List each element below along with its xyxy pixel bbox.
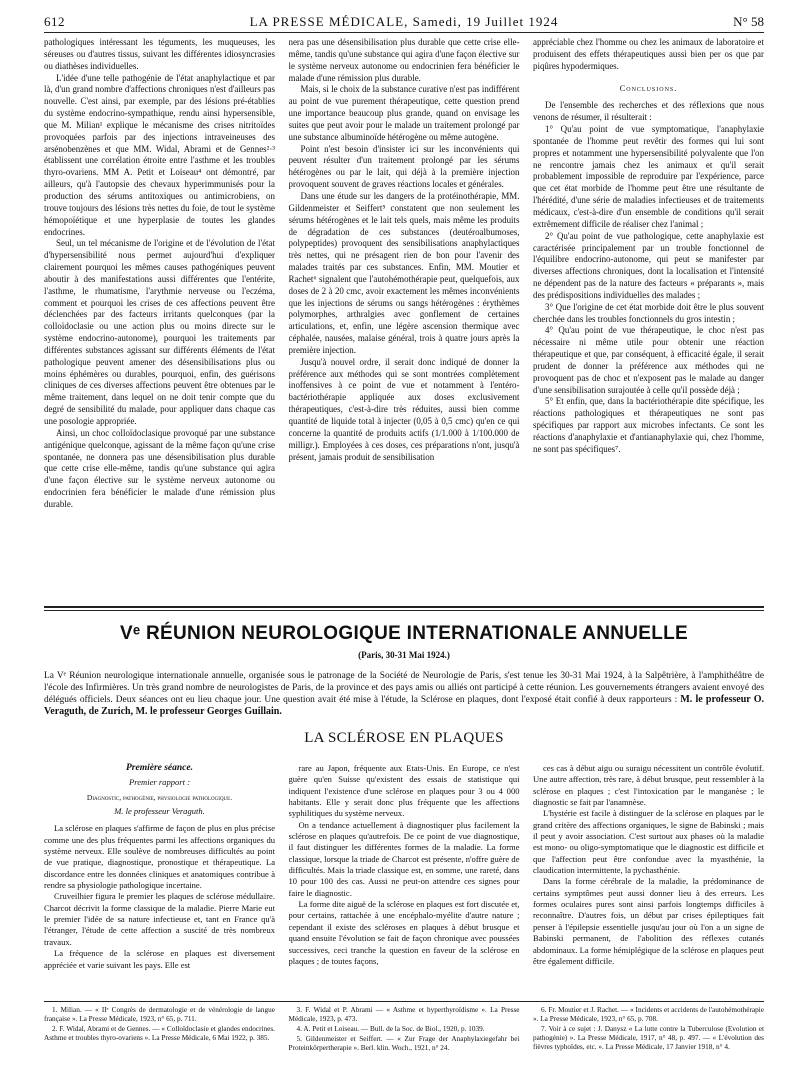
paragraph: nera pas une désensibilisation plus durable que cette crise elle-même, tandis qu'une substance qui agira d'une façon élective sur le système nerveux autonome ou endocrinien fera bénéficier le malade d'une rémission plus durable. bbox=[288, 37, 520, 83]
meeting-date: (Paris, 30-31 Mai 1924.) bbox=[358, 650, 450, 660]
footnote: 4. A. Petit et Loiseau. — Bull. de la Soc. de Biol., 1920, p. 1039. bbox=[296, 1025, 485, 1034]
article-subtitle: LA SCLÉROSE EN PLAQUES bbox=[304, 730, 504, 746]
footnote: 1. Milian. — « IIᵉ Congrès de dermatologie et de vénérologie de langue française ». La Presse Médicale, 1923, n° 65, p. 711. bbox=[44, 1006, 275, 1024]
rapport-category: Diagnostic, pathogénie, physiologie pathologique. bbox=[86, 792, 233, 802]
section-rule bbox=[44, 606, 764, 608]
footnote: 6. Fr. Moutier et J. Rachet. — « Incidents et accidents de l'autohémothérapie ». La Presse Médicale, 1923, n° 65, p. 708. bbox=[533, 1006, 764, 1024]
paragraph: 2° Qu'au point de vue pathologique, cette anaphylaxie est caractérisée principalement par un trouble fonctionnel de l'équilibre endocrino-autonome, qui peut se manifester par diverses affections chroniques, dont la localisation et l'intensité ne dépendent pas de la nature des facteurs « préparants », mais des prédispositions individuelles des malades ; bbox=[533, 230, 764, 300]
page-number: 612 bbox=[44, 14, 65, 29]
article-top bbox=[44, 37, 764, 600]
footnotes bbox=[44, 1006, 764, 1054]
journal-title: LA PRESSE MÉDICALE, Samedi, 19 Juillet 1924 bbox=[249, 14, 559, 29]
paragraph: 4° Qu'au point de vue thérapeutique, le choc n'est pas nécessaire ni même utile pour obtenir une réaction thérapeutique et que, par conséquent, à efficacité égale, il serait prudent de donner la préférence aux méthodes qui ne provoquent pas de choc et n'exposent pas le malade au danger d'une sensibilisation surajoutée à celle qu'il possède déjà ; bbox=[533, 325, 764, 395]
article-top-col-2 bbox=[289, 37, 520, 600]
paragraph: De l'ensemble des recherches et des réflexions que nous venons de résumer, il résulterait : bbox=[533, 100, 764, 123]
paragraph: appréciable chez l'homme ou chez les animaux de laboratoire et produisent des effets thérapeutiques aussi bien per os que par piqûres hypodermiques. bbox=[533, 37, 764, 71]
paragraph: ces cas à début aigu ou suraigu nécessitent un contrôle évolutif. Une autre affection, très rare, à début brusque, peut ressembler à la sclérose en plaques ; c'est l'intoxication par le manganèse ; le diagnostic se fait par l'anamnèse. bbox=[533, 763, 764, 808]
article-bottom-col-2 bbox=[289, 763, 520, 995]
rapport-author: M. le professeur Veraguth. bbox=[114, 806, 205, 817]
paragraph: Jusqu'à nouvel ordre, il serait donc indiqué de donner la préférence aux méthodes qui se sont montrées complètement inoffensives à ce point de vue et notamment à l'entéro-bactériothérapie appliquée aux doses exclusivement thérapeutiques, c'est-à-dire très réduites, aussi bien comme quantité de liquide total à injecter (0,05 à 0,5 cmc) qu'en ce qui concerne la quantité de produits actifs (1/1.000 à 1/100.000 de milligr.). Employées à ces doses, ces préparations n'ont, jusqu'à présent, jamais produit de sensibilisation bbox=[288, 356, 520, 462]
footnotes-col-2 bbox=[289, 1006, 520, 1054]
paragraph: pathologiques intéressant les téguments, les muqueuses, les séreuses ou d'autres tissus, suivant les différentes idiosyncrasies ou diathèses individuelles. bbox=[44, 37, 275, 71]
paragraph: Dans la forme cérébrale de la maladie, la prédominance de certains symptômes peut aussi donner lieu à des erreurs. Les formes oculaires pures sont ainsi parfois longtemps difficiles à reconnaître. D'autres fois, un début par crises épileptiques fait penser à l'épilepsie essentielle jusqu'au jour où l'on a un signe de Babinski permanent, de l'abolition des réflexes cutanés abdominaux. La forme hémiplégique de la sclérose en plaques peut être également difficile. bbox=[533, 876, 764, 966]
paragraph: 3° Que l'origine de cet état morbide doit être le plus souvent cherchée dans les troubles fonctionnels du gros intestin ; bbox=[533, 301, 764, 324]
paragraph: La sclérose en plaques s'affirme de façon de plus en plus précise comme une des plus fréquentes parmi les affections organiques du système nerveux. Elle soulève de nombreuses difficultés au point de vue pratique, diagnostique, pronostique et thérapeutique. La discordance entre les données cliniques et anatomiques contribue à rendre sa physiologie pathologique incertaine. bbox=[44, 823, 275, 891]
paragraph: Seul, un tel mécanisme de l'origine et de l'évolution de l'état d'hypersensibilité nous permet aujourd'hui d'expliquer clairement pourquoi les mêmes causes pathogéniques peuvent aboutir à des manifestations aussi différentes que l'entérite, l'asthme, le rhumatisme, l'arythmie nerveuse ou l'eczéma, comment et pourquoi les crises de ces affections peuvent être déclenchées par des facteurs irritants quelconques (par la colloïdoclasie ou une action plus ou moins directe sur le système endocrino-autonome), pourquoi les traitements par différentes substances agissant sur différents éléments de l'état pathologique peuvent amener des désensibilisations plus ou moins éphémères ou durables, pourquoi, enfin, des guérisons cliniques de ces diverses affections peuvent être obtenues par le même traitement, dans lequel on ne doit tenir compte que du degré de sensibilité du malade, pour appliquer dans chaque cas une posologie appropriée. bbox=[44, 238, 275, 426]
seance-heading: Première séance. bbox=[125, 763, 193, 773]
page-header bbox=[44, 12, 764, 33]
paragraph: Cruveilhier figura le premier les plaques de sclérose médullaire. Charcot décrivit la forme classique de la maladie. Pierre Marie eut le premier l'idée de sa nature infectieuse et, tant en France qu'à l'étranger, l'étude de cette affection a suscité de très nombreux travaux. bbox=[44, 891, 275, 947]
journal-page bbox=[44, 12, 764, 1074]
meeting-intro-text: La Vᵉ Réunion neurologique internationale annuelle, organisée sous le patronage de la Société de Neurologie de Paris, s'est tenue les 30-31 Mai 1924, à la Salpêtrière, à l'amphithéâtre de l'école des Infirmières. Un très grand nombre de neurologistes de Paris, de la province et des pays amis ou alliés ont participé à cette réunion. Les gouvernements étrangers avaient envoyé des délégués officiels. Deux séances ont eu lieu chaque jour. Une question avait été mise à l'étude, la Sclérose en plaques, dont l'exposé était confié à deux rapporteurs : bbox=[44, 671, 764, 705]
paragraph: L'hystérie est facile à distinguer de la sclérose en plaques par le grand critère des affections organiques, le signe de Babinski ; mais il peut y avoir association. C'est surtout aux phases où la maladie est mono- ou oligo-symptomatique que le diagnostic est difficile et que l'affection peut être confondue avec la myasthénie, la claudication intermittente, la pychasthénie. bbox=[533, 808, 764, 876]
issue-number: N° 58 bbox=[733, 14, 764, 29]
article-bottom-col-1 bbox=[44, 763, 275, 995]
rapport-heading: Premier rapport : bbox=[129, 777, 190, 788]
rapporteurs: M. le professeur O. Veraguth, de Zurich, M. le professeur Georges Guillain. bbox=[44, 694, 765, 717]
paragraph: 5° Et enfin, que, dans la bactériothérapie dite spécifique, les réactions pathologiques et thérapeutiques ne sont pas spécifiques par rapport aux microbes infectants. Ce sont les réactions d'anaphylaxie et d'antianaphylaxie qui, chez l'homme, ne sont pas spécifiques⁷. bbox=[533, 396, 764, 454]
footnotes-col-1 bbox=[44, 1006, 275, 1054]
meeting-intro bbox=[44, 670, 764, 718]
paragraph: La forme dite aiguë de la sclérose en plaques est fort discutée et, pour certains, rattachée à une encéphalo-myélite d'autre nature ; cependant il existe des scléroses en plaques à début brusque et quand ensuite l'évolution se fait de façon chronique avec poussées successives, ceci tranche la question en faveur de la sclérose en plaques ; de toutes façons, bbox=[288, 899, 520, 966]
meeting-title: Vᵉ RÉUNION NEUROLOGIQUE INTERNATIONALE ANNUELLE bbox=[119, 623, 689, 644]
paragraph: La fréquence de la sclérose en plaques est diversement appréciée et varie suivant les pays. Elle est bbox=[44, 948, 275, 970]
footnote: 3. F. Widal et P. Abrami — « Asthme et hyperthyroïdisme ». La Presse Médicale, 1923, p. 473. bbox=[288, 1006, 520, 1024]
footnote: 5. Gildenmeister et Seiffert. — « Zur Frage der Anaphylaxiegefahr bei Proteinkörpertherapie ». Berl. klin. Woch., 1921, n° 24. bbox=[288, 1035, 520, 1053]
paragraph: 1° Qu'au point de vue symptomatique, l'anaphylaxie spontanée de l'homme peut revêtir des formes qui lui sont propres et notamment une hypersensibilité polyvalente que l'on ne rencontre jamais chez les animaux et qu'il serait probablement impossible de reproduire par l'expérience, parce que cet état morbide de l'homme peut être une résultante de l'hérédité, d'une série de maladies infectieuses et de traitements médicaux, c'est-à-dire d'un ensemble de conditions qu'il serait extrêmement difficile de réaliser chez l'animal ; bbox=[533, 124, 764, 229]
paragraph: Point n'est besoin d'insister ici sur les inconvénients qui peuvent résulter d'un traitement prolongé par les sérums hétérogènes ou par le lait, qui déjà à la première injection provoquent souvent de graves réactions locales et générales. bbox=[288, 143, 520, 190]
article-top-col-3 bbox=[533, 37, 764, 600]
section-rule-thin bbox=[44, 610, 764, 611]
conclusions-heading: Conclusions. bbox=[619, 82, 678, 93]
footnote: 2. F. Widal, Abrami et de Gennes. — « Colloïdoclasie et glandes endocrines. Asthme et troubles thyro-ovariens ». La Presse Médicale, 6 Mai 1922, p. 385. bbox=[44, 1025, 275, 1043]
paragraph: Ainsi, un choc colloïdoclasique provoqué par une substance antigénique quelconque, agissant de la même façon qu'une crise spontanée, ne donnera pas une désensibilisation plus durable que cette crise elle-même, tandis qu'une substance qui agira d'une façon élective sur le système nerveux autonome ou endocrinien fera bénéficier le malade d'une rémission plus durable. bbox=[44, 427, 275, 509]
article-bottom bbox=[44, 763, 764, 995]
article-top-col-1 bbox=[44, 37, 275, 600]
paragraph: On a tendance actuellement à diagnostiquer plus facilement la sclérose en plaques qu'autrefois. De ce point de vue diagnostique, il faut distinguer les différentes formes de la maladie. La forme classique, lorsque la triade de Charcot est présente, n'offre guère de difficultés. Mais la triade classique est, en somme, une rareté, dans 10 pour 100 des cas. Aussi ne peut-on attendre ces signes pour faire le diagnostic. bbox=[288, 819, 520, 898]
paragraph: Mais, si le choix de la substance curative n'est pas indifférent au point de vue purement thérapeutique, cette question prend une importance beaucoup plus grande, quand on envisage les suites que peut avoir pour le malade un traitement prolongé par une substance albuminoïde hétérogène ou même autogène. bbox=[288, 84, 520, 142]
footnote: 7. Voir à ce sujet : J. Danysz « La lutte contre la Tuberculose (Evolution et pathogénie) ». La Presse Médicale, 1917, n° 48, p. 497. — « L'évolution des fièvres typhoïdes, etc. ». La Presse Médicale, 17 Janvier 1918, n° 4. bbox=[533, 1025, 764, 1052]
article-bottom-col-3 bbox=[533, 763, 764, 995]
footnote-rule bbox=[44, 1001, 764, 1002]
paragraph: L'idée d'une telle pathogénie de l'état anaphylactique et par là, d'un grand nombre d'affections chroniques n'est d'ailleurs pas nouvelle. C'est ainsi, par exemple, par des lésions pré-établies du système endocrino-sympathique, rendu ainsi hypersensible, que M. Milian¹ explique le mécanisme des crises nitritoïdes provoquées parfois par des injections intraveineuses des arsénobenzènes et que MM. Widal, Abrami et de Gennes²·³ établissent une corrélation étroite entre l'asthme et les troubles thyro-ovariens. MM A. Petit et Loiseau⁴ ont démontré, par ailleurs, qu'à l'autopsie des chevaux hyperimmunisés pour la production des sérums antitoxiques ou antimicrobiens, on trouve toujours des lésions très nettes du foie, de tout le système hémopoïétique et une hyperplasie de toutes les glandes endocrines. bbox=[44, 72, 275, 237]
paragraph: rare au Japon, fréquente aux Etats-Unis. En Europe, ce n'est guère qu'en Suisse qu'existent des essais de statistique qui indiquent l'existence d'une sclérose en plaques pour 3 ou 4 000 habitants. Elle y serait donc plus fréquente que les affections syphilitiques du système nerveux. bbox=[288, 763, 520, 819]
footnotes-col-3 bbox=[533, 1006, 764, 1054]
paragraph: Dans une étude sur les dangers de la protéinothérapie, MM. Gildenmeister et Seiffert⁵ constatent que non seulement les sérums hétérogènes et le lait tels quels, mais même les produits de dégradation de ces substances (deutéroalbumoses, polypeptides) provoquent des sensibilisations anaphylactiques très nettes, qui ne présagent rien de bon pour l'avenir des malades traités par ces substances. Enfin, MM. Moutier et Rachet⁶ signalent que l'autohémothérapie peut, quelquefois, aux doses de 2 à 20 cmc, avoir exactement les mêmes inconvénients que les injections de sérums ou sangs hétérogènes : érythèmes polymorphes, arthralgies avec gonflement de certaines articulations, et, enfin, une légère ascension thermique avec céphalée, nausées, malaise général, trois à quatre jours après la première injection. bbox=[288, 190, 520, 355]
